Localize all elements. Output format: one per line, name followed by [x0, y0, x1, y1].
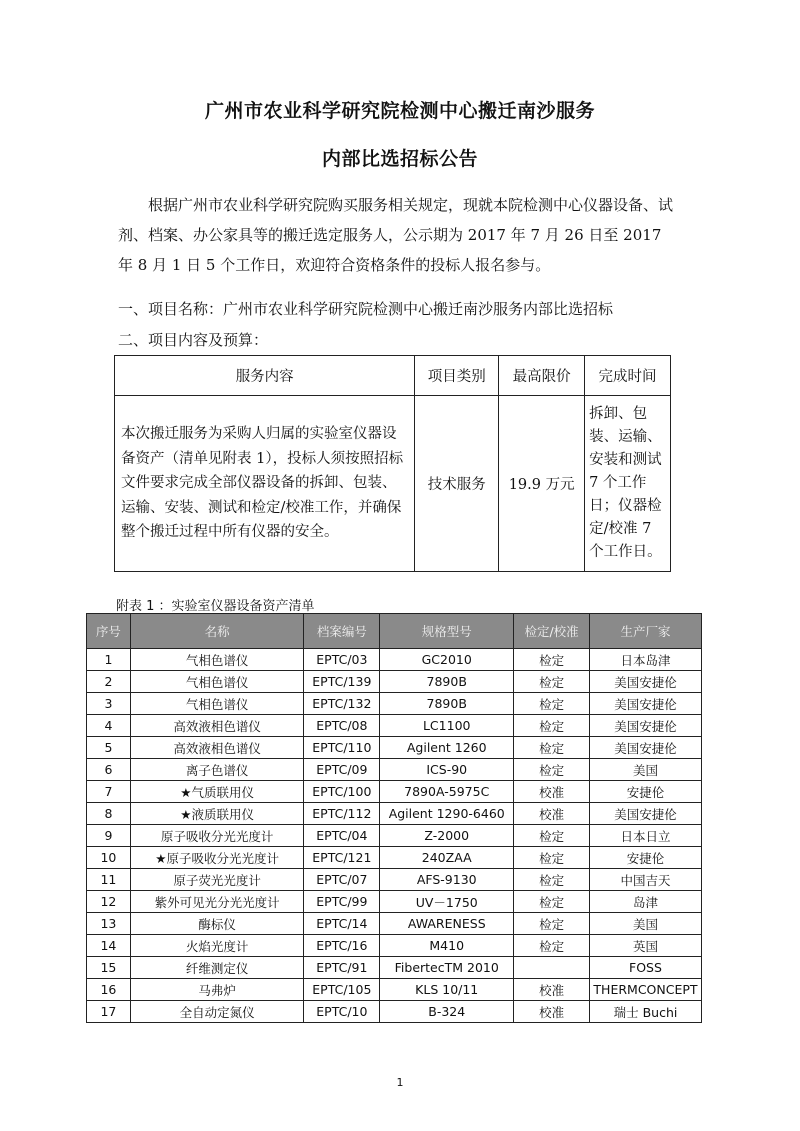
table-row [87, 693, 702, 715]
instrument-name: 原子吸收分光光度计 [130, 825, 304, 847]
calibration-type: 校准 [514, 1001, 590, 1023]
instrument-name: 离子色谱仪 [130, 759, 304, 781]
model-number: B-324 [380, 1001, 514, 1023]
header-model: 规格型号 [380, 614, 514, 649]
service-time-cell: 拆卸、包装、运输、安装和测试 7 个工作日；仪器检定/校准 7 个工作日。 [585, 396, 671, 572]
service-content-cell: 本次搬迁服务为采购人归属的实验室仪器设备资产（清单见附表 1），投标人须按照招标文件要求完成全部仪器设备的拆卸、包装、运输、安装、测试和检定/校准工作，并确保整个搬迁过程中所有仪器的安全。 [115, 396, 415, 572]
row-index: 3 [87, 693, 131, 715]
row-index: 17 [87, 1001, 131, 1023]
table-row [87, 803, 702, 825]
model-number: 7890A-5975C [380, 781, 514, 803]
model-number: 7890B [380, 671, 514, 693]
model-number: M410 [380, 935, 514, 957]
model-number: FibertecTM 2010 [380, 957, 514, 979]
manufacturer: 英国 [589, 935, 701, 957]
calibration-type: 校准 [514, 979, 590, 1001]
manufacturer: THERMCONCEPT [589, 979, 701, 1001]
calibration-type: 校准 [514, 781, 590, 803]
document-subtitle: 内部比选招标公告 [321, 148, 478, 170]
model-number: KLS 10/11 [380, 979, 514, 1001]
table-row [87, 781, 702, 803]
calibration-type: 检定 [514, 869, 590, 891]
annex-title: 附表 1 ：实验室仪器设备资产清单 [116, 599, 315, 614]
archive-number: EPTC/07 [304, 869, 380, 891]
archive-number: EPTC/112 [304, 803, 380, 825]
table-row [87, 979, 702, 1001]
instrument-name: ★液质联用仪 [130, 803, 304, 825]
model-number: Agilent 1260 [380, 737, 514, 759]
row-index: 15 [87, 957, 131, 979]
instrument-name: 高效液相色谱仪 [130, 715, 304, 737]
table-row [87, 825, 702, 847]
table-row [87, 847, 702, 869]
calibration-type: 检定 [514, 715, 590, 737]
instrument-name: 气相色谱仪 [130, 693, 304, 715]
row-index: 14 [87, 935, 131, 957]
archive-number: EPTC/121 [304, 847, 380, 869]
instrument-name: 纤维测定仪 [130, 957, 304, 979]
model-number: AWARENESS [380, 913, 514, 935]
archive-number: EPTC/139 [304, 671, 380, 693]
header-price-limit: 最高限价 [499, 356, 585, 396]
header-name: 名称 [130, 614, 304, 649]
row-index: 10 [87, 847, 131, 869]
archive-number: EPTC/08 [304, 715, 380, 737]
project-content-heading: 二、项目内容及预算： [118, 331, 269, 349]
calibration-type: 检定 [514, 825, 590, 847]
instrument-name: 火焰光度计 [130, 935, 304, 957]
row-index: 9 [87, 825, 131, 847]
row-index: 2 [87, 671, 131, 693]
model-number: UV－1750 [380, 891, 514, 913]
instrument-name: ★气质联用仪 [130, 781, 304, 803]
service-table-row [115, 396, 671, 572]
instrument-name: ★原子吸收分光光度计 [130, 847, 304, 869]
archive-number: EPTC/110 [304, 737, 380, 759]
manufacturer: 中国吉天 [589, 869, 701, 891]
page-number: 1 [396, 1076, 404, 1089]
archive-number: EPTC/105 [304, 979, 380, 1001]
calibration-type: 检定 [514, 737, 590, 759]
row-index: 6 [87, 759, 131, 781]
service-table-header [115, 356, 671, 396]
table-row [87, 935, 702, 957]
row-index: 5 [87, 737, 131, 759]
table-row [87, 737, 702, 759]
model-number: 240ZAA [380, 847, 514, 869]
archive-number: EPTC/10 [304, 1001, 380, 1023]
calibration-type [514, 957, 590, 979]
archive-number: EPTC/14 [304, 913, 380, 935]
archive-number: EPTC/100 [304, 781, 380, 803]
intro-paragraph: 根据广州市农业科学研究院购买服务相关规定，现就本院检测中心仪器设备、试剂、档案、办公家具等的搬迁选定服务人，公示期为 2017 年 7 月 26 日至 2017 年 8 月 1 日 5 个工作日，欢迎符合资格条件的投标人报名参与。 [118, 196, 674, 274]
instrument-name: 全自动定氮仪 [130, 1001, 304, 1023]
table-row [87, 891, 702, 913]
table-row [87, 671, 702, 693]
manufacturer: 日本岛津 [589, 649, 701, 671]
manufacturer: FOSS [589, 957, 701, 979]
archive-number: EPTC/09 [304, 759, 380, 781]
document-title: 广州市农业科学研究院检测中心搬迁南沙服务 [204, 100, 595, 122]
archive-number: EPTC/91 [304, 957, 380, 979]
calibration-type: 检定 [514, 693, 590, 715]
model-number: 7890B [380, 693, 514, 715]
manufacturer: 美国安捷伦 [589, 803, 701, 825]
row-index: 1 [87, 649, 131, 671]
instrument-table-header [87, 614, 702, 649]
manufacturer: 安捷伦 [589, 781, 701, 803]
service-category-cell: 技术服务 [415, 396, 499, 572]
calibration-type: 校准 [514, 803, 590, 825]
archive-number: EPTC/99 [304, 891, 380, 913]
manufacturer: 美国安捷伦 [589, 715, 701, 737]
archive-number: EPTC/03 [304, 649, 380, 671]
manufacturer: 瑞士 Buchi [589, 1001, 701, 1023]
service-limit-cell: 19.9 万元 [499, 396, 585, 572]
instrument-name: 气相色谱仪 [130, 649, 304, 671]
instrument-name: 气相色谱仪 [130, 671, 304, 693]
row-index: 16 [87, 979, 131, 1001]
manufacturer: 美国安捷伦 [589, 693, 701, 715]
model-number: Z-2000 [380, 825, 514, 847]
calibration-type: 检定 [514, 759, 590, 781]
row-index: 8 [87, 803, 131, 825]
manufacturer: 美国 [589, 913, 701, 935]
instrument-table [86, 613, 702, 1023]
instrument-name: 酶标仪 [130, 913, 304, 935]
calibration-type: 检定 [514, 847, 590, 869]
calibration-type: 检定 [514, 891, 590, 913]
manufacturer: 美国安捷伦 [589, 737, 701, 759]
instrument-name: 原子荧光光度计 [130, 869, 304, 891]
service-table [114, 355, 671, 572]
manufacturer: 岛津 [589, 891, 701, 913]
manufacturer: 美国 [589, 759, 701, 781]
model-number: LC1100 [380, 715, 514, 737]
model-number: ICS-90 [380, 759, 514, 781]
calibration-type: 检定 [514, 649, 590, 671]
header-manufacturer: 生产厂家 [589, 614, 701, 649]
header-archive-no: 档案编号 [304, 614, 380, 649]
row-index: 7 [87, 781, 131, 803]
archive-number: EPTC/132 [304, 693, 380, 715]
row-index: 4 [87, 715, 131, 737]
row-index: 11 [87, 869, 131, 891]
row-index: 12 [87, 891, 131, 913]
table-row [87, 957, 702, 979]
instrument-name: 马弗炉 [130, 979, 304, 1001]
manufacturer: 日本日立 [589, 825, 701, 847]
model-number: AFS-9130 [380, 869, 514, 891]
project-name-line: 一、项目名称：广州市农业科学研究院检测中心搬迁南沙服务内部比选招标 [118, 300, 614, 318]
archive-number: EPTC/16 [304, 935, 380, 957]
header-service-content: 服务内容 [115, 356, 415, 396]
calibration-type: 检定 [514, 913, 590, 935]
archive-number: EPTC/04 [304, 825, 380, 847]
model-number: GC2010 [380, 649, 514, 671]
table-row [87, 869, 702, 891]
instrument-name: 紫外可见光分光光度计 [130, 891, 304, 913]
header-completion-time: 完成时间 [585, 356, 671, 396]
row-index: 13 [87, 913, 131, 935]
manufacturer: 美国安捷伦 [589, 671, 701, 693]
header-index: 序号 [87, 614, 131, 649]
instrument-name: 高效液相色谱仪 [130, 737, 304, 759]
calibration-type: 检定 [514, 935, 590, 957]
calibration-type: 检定 [514, 671, 590, 693]
header-calibration: 检定/校准 [514, 614, 590, 649]
model-number: Agilent 1290-6460 [380, 803, 514, 825]
table-row [87, 913, 702, 935]
table-row [87, 759, 702, 781]
header-category: 项目类别 [415, 356, 499, 396]
table-row [87, 715, 702, 737]
table-row [87, 1001, 702, 1023]
table-row [87, 649, 702, 671]
manufacturer: 安捷伦 [589, 847, 701, 869]
